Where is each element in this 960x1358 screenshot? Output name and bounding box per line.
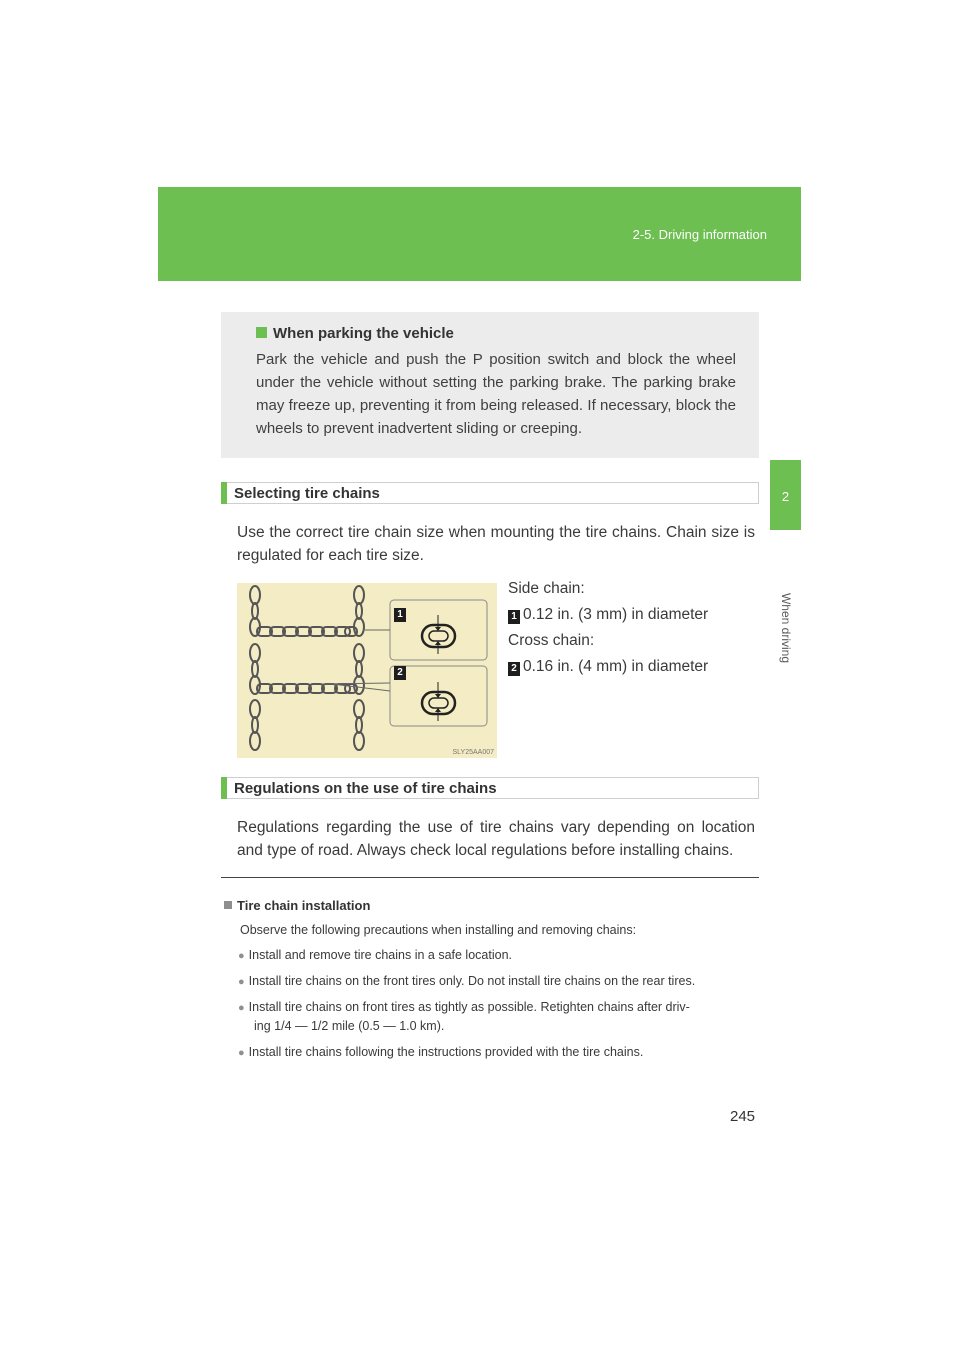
list-item: ● Install tire chains on front tires as tightly as possible. Retighten chains after driv- — [238, 1000, 690, 1014]
side-chain-label: Side chain: — [508, 580, 585, 597]
callout-badge-2: 2 — [508, 662, 520, 676]
page-number: 245 — [730, 1108, 756, 1125]
list-item: ● Install tire chains on the front tires only. Do not install tire chains on the rear tires. — [238, 974, 696, 988]
chapter-number: 2 — [781, 489, 790, 504]
heading-accent-bar — [221, 482, 227, 504]
section-body-regulations: Regulations regarding the use of tire chains vary depending on location and type of road. Always check local regulations before installing chains. — [237, 819, 755, 859]
list-item: ● Install and remove tire chains in a safe location. — [238, 948, 512, 962]
divider — [221, 877, 759, 878]
circle-bullet-icon: ● — [238, 976, 245, 988]
cross-chain-value: 2 0.16 in. (4 mm) in diameter — [508, 658, 708, 676]
section-heading-selecting — [221, 482, 759, 504]
square-bullet-icon — [224, 901, 232, 909]
circle-bullet-icon: ● — [238, 950, 245, 962]
list-item: ● Install tire chains following the instructions provided with the tire chains. — [238, 1045, 644, 1059]
side-chain-value: 1 0.12 in. (3 mm) in diameter — [508, 606, 708, 624]
note-heading: When parking the vehicle — [256, 325, 454, 342]
circle-bullet-icon: ● — [238, 1047, 245, 1059]
header-band — [158, 187, 801, 281]
figure-code: SLY25AA007 — [452, 749, 494, 756]
installation-intro: Observe the following precautions when installing and removing chains: — [240, 923, 637, 937]
chapter-tab — [770, 460, 801, 530]
note-box — [221, 312, 759, 458]
heading-accent-bar — [221, 777, 227, 799]
figure-callout-1: 1 — [394, 608, 406, 622]
section-heading-text: Regulations on the use of tire chains — [234, 780, 497, 797]
tire-chain-figure — [237, 583, 497, 758]
callout-badge-1: 1 — [508, 610, 520, 624]
installation-heading: Tire chain installation — [224, 898, 370, 913]
section-title: 2-5. Driving information — [632, 227, 767, 242]
note-body: Park the vehicle and push the P position switch and block the wheel under the vehicle without setting the parking brake. The parking brake may freeze up, preventing it from being released. If necessary, block the wheels to prevent inadvertent sliding or creeping. — [256, 351, 736, 437]
cross-chain-label: Cross chain: — [508, 632, 595, 649]
figure-callout-2: 2 — [394, 666, 406, 680]
list-item-continuation: ing 1/4 — 1/2 mile (0.5 — 1.0 km). — [254, 1019, 445, 1033]
section-body-selecting: Use the correct tire chain size when mounting the tire chains. Chain size is regulated for each tire size. — [237, 524, 755, 564]
tire-chain-illustration — [237, 583, 497, 758]
section-heading-text: Selecting tire chains — [234, 485, 380, 502]
square-bullet-icon — [256, 327, 267, 338]
section-heading-regulations — [221, 777, 759, 799]
chapter-label — [771, 583, 801, 673]
chapter-label-text: When driving — [779, 592, 793, 664]
circle-bullet-icon: ● — [238, 1002, 245, 1014]
